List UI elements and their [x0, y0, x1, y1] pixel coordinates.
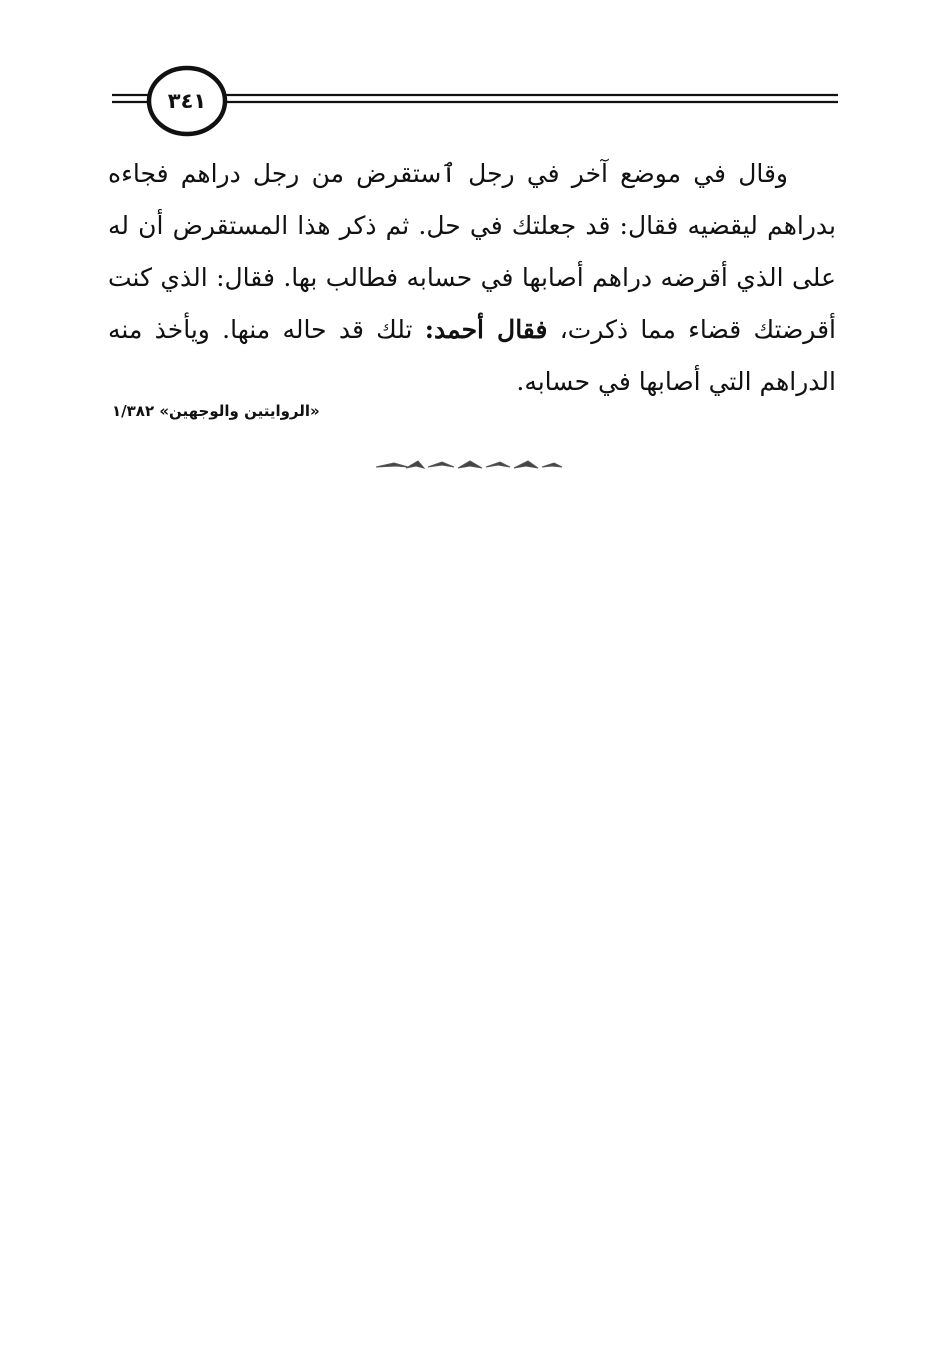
source-reference: «الروايتين والوجهين» ١/٣٨٢	[112, 402, 320, 420]
page-header	[112, 60, 838, 142]
bold-phrase: فقال أحمد:	[424, 315, 548, 344]
page-number: ٣٤١	[167, 89, 207, 113]
section-divider-ornament	[372, 458, 566, 472]
paragraph-text-end: تلك قد حاله منها. ويأخذ منه الدراهم التي أصابها في حسابه.	[108, 315, 836, 396]
paragraph-text-start: وقال في موضع آخر في رجل ٱستقرض من رجل دراهم فجاءه بدراهم ليقضيه فقال: قد جعلتك في حل. ثم ذكر هذا المستقرض أن له على الذي أقرضه دراهم أصابها في حسابه فطالب بها. فقال: الذي كنت أقرضتك قضاء مما ذكرت،	[108, 159, 836, 344]
main-paragraph	[108, 148, 836, 408]
